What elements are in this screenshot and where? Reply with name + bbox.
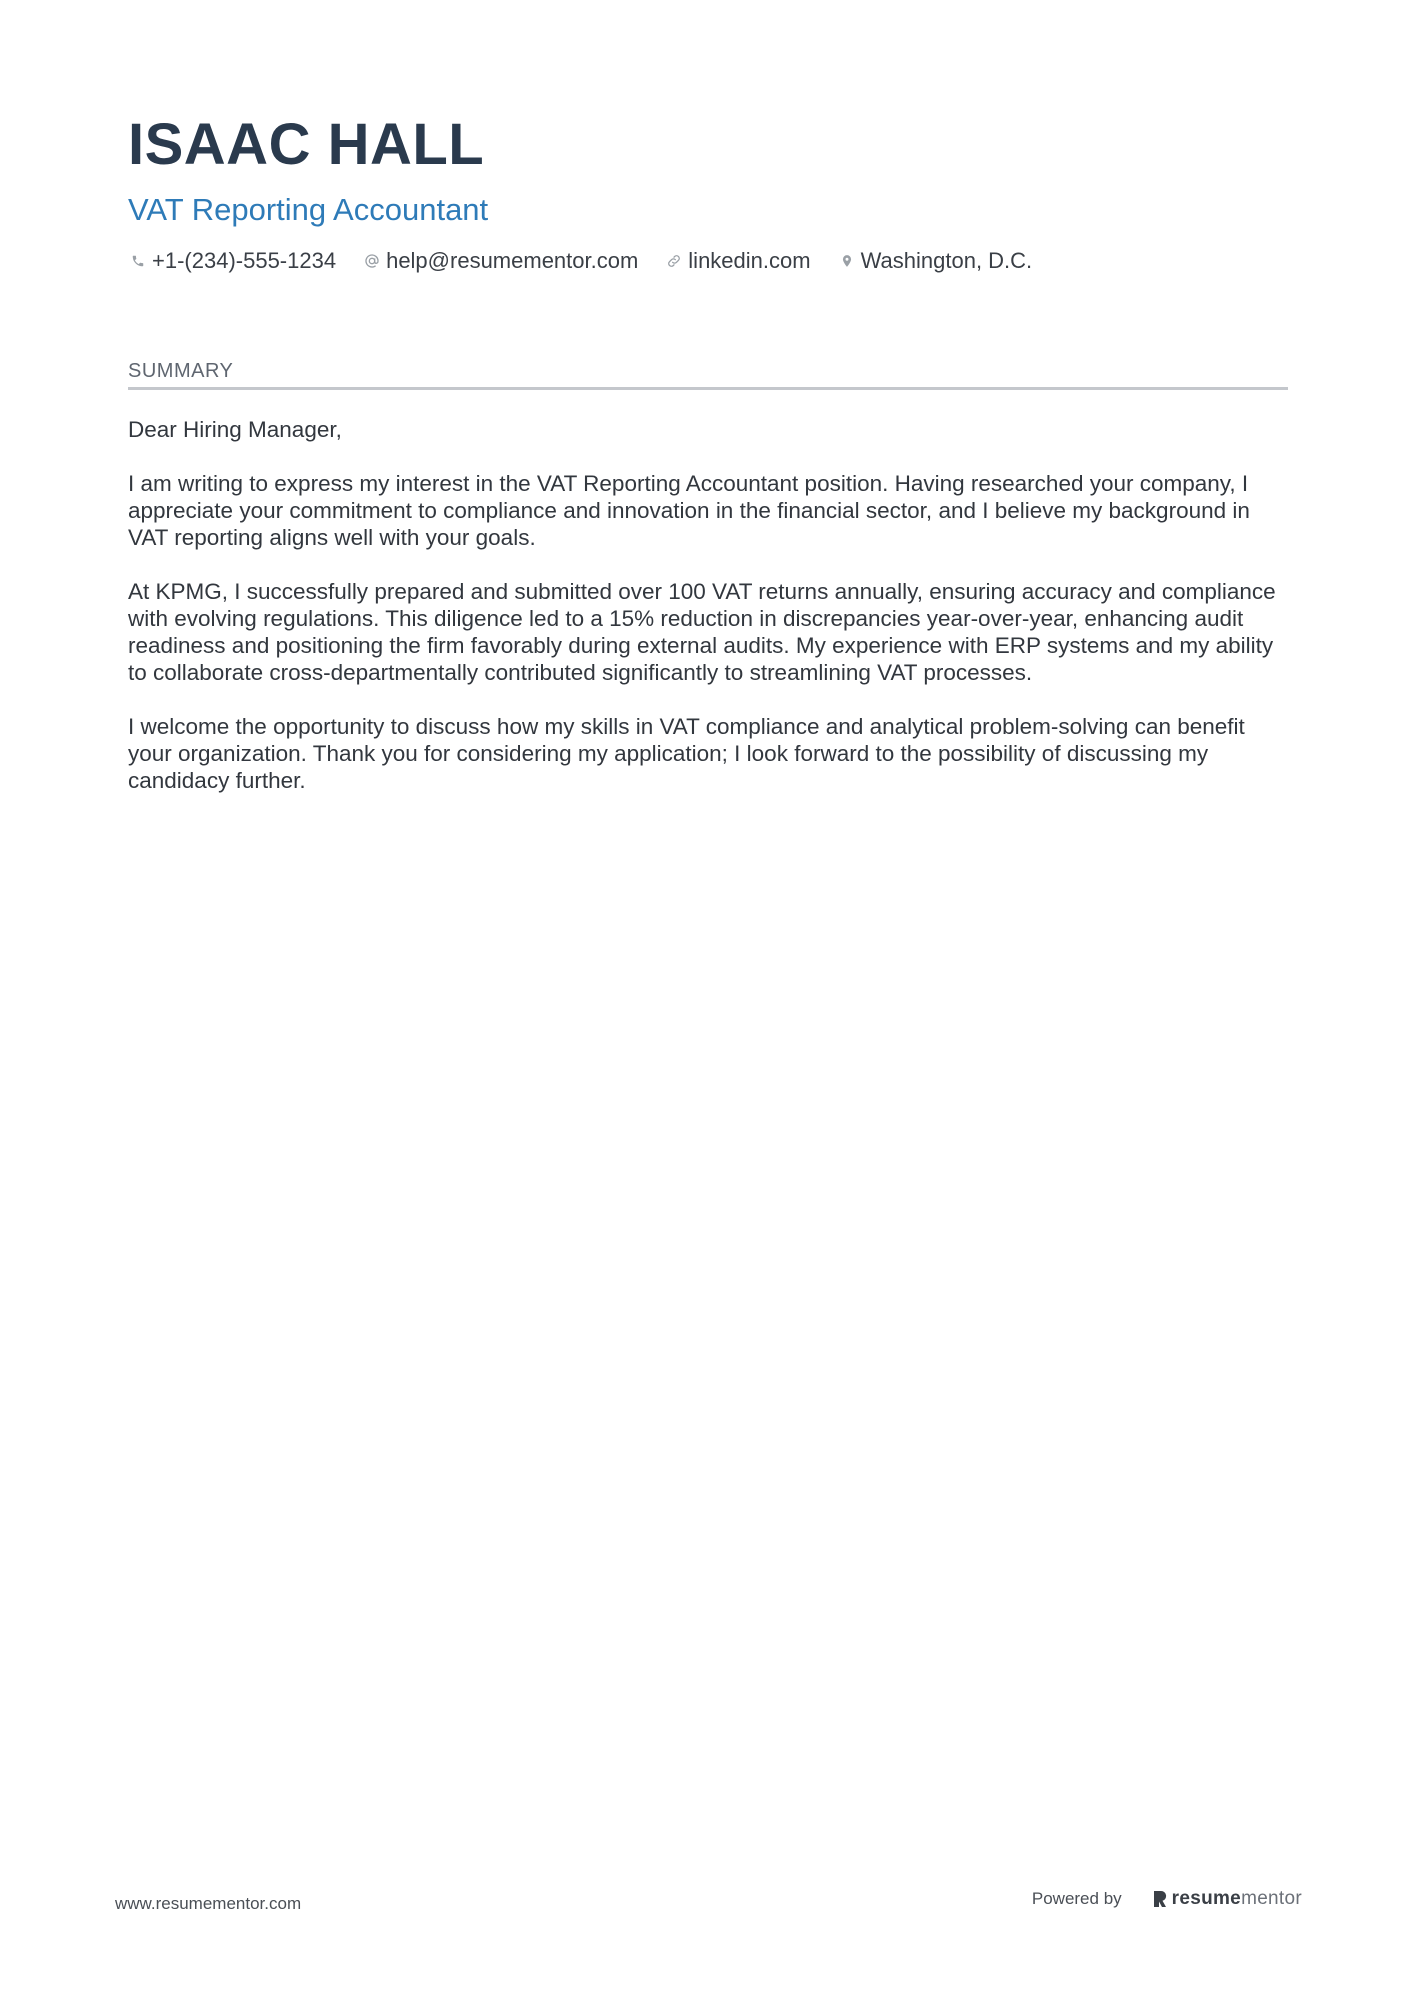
- logo-mark-icon: [1152, 1889, 1168, 1909]
- phone-text: +1-(234)-555-1234: [152, 248, 337, 273]
- logo-light-text: mentor: [1241, 1888, 1302, 1909]
- job-title: VAT Reporting Accountant: [128, 192, 489, 227]
- linkedin-text: linkedin.com: [688, 248, 811, 273]
- salutation: Dear Hiring Manager,: [128, 417, 342, 442]
- footer-website[interactable]: www.resumementor.com: [115, 1894, 302, 1913]
- letter-body: [128, 416, 1288, 794]
- paragraph: At KPMG, I successfully prepared and submitted over 100 VAT returns annually, ensuring accuracy and compliance with evolving regulations. This diligence led to a 15% reduction in discrepancies year-over-year, enhancing audit readiness and positioning the firm favorably during external audits. My experience with ERP systems and my ability to collaborate cross-departmentally contributed significantly to streamlining VAT processes.: [128, 579, 1276, 685]
- logo-text: [1172, 1888, 1302, 1910]
- link-icon: [664, 251, 684, 271]
- contact-linkedin[interactable]: [664, 248, 810, 274]
- logo-bold-text: resume: [1171, 1888, 1242, 1909]
- paragraph: I am writing to express my interest in the VAT Reporting Accountant position. Having researched your company, I appreciate your commitment to compliance and innovation in the financial sector, and I believe my background in VAT reporting aligns well with your goals.: [128, 471, 1250, 550]
- phone-icon: [128, 251, 148, 271]
- powered-by-label: Powered by: [1031, 1889, 1122, 1908]
- resumementor-logo[interactable]: [1152, 1888, 1302, 1910]
- candidate-name: ISAAC HALL: [128, 112, 485, 177]
- location-text: Washington, D.C.: [860, 248, 1033, 273]
- contact-phone: [128, 248, 336, 274]
- section-heading: SUMMARY: [128, 360, 1288, 390]
- footer-branding: [1032, 1888, 1302, 1910]
- location-pin-icon: [837, 251, 857, 271]
- header: [128, 108, 1288, 274]
- contact-location: [837, 248, 1033, 274]
- paragraph: I welcome the opportunity to discuss how my skills in VAT compliance and analytical problem-solving can benefit your organization. Thank you for considering my application; I look forward to the possibility of discussing my candidacy further.: [128, 714, 1245, 793]
- contact-list: [128, 248, 1288, 274]
- contact-email[interactable]: [362, 248, 638, 274]
- at-icon: [362, 251, 382, 271]
- email-text: help@resumementor.com: [386, 248, 639, 273]
- summary-section: [128, 360, 1288, 821]
